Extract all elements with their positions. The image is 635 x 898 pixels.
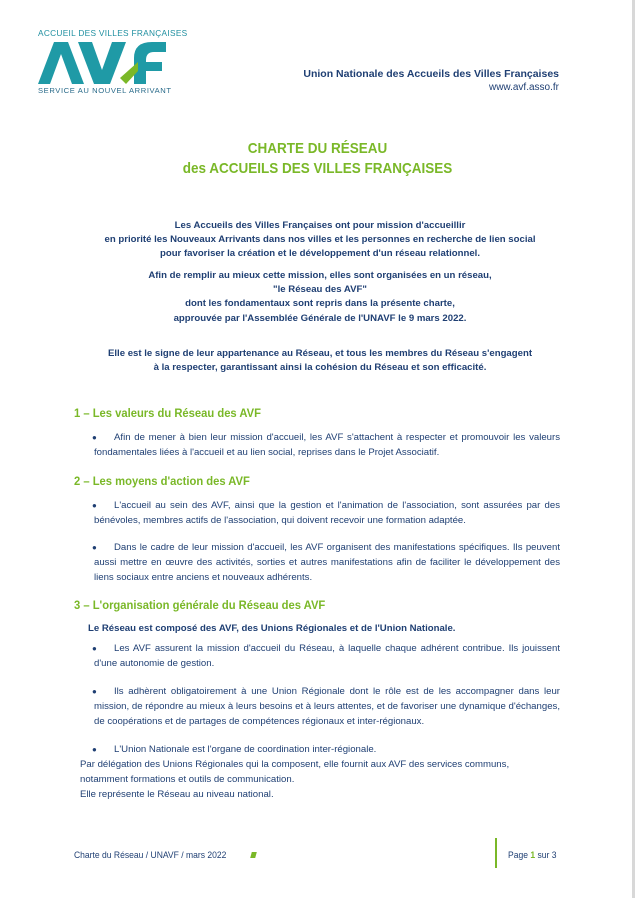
intro-paragraph-2 (40, 269, 600, 326)
logo-top-text: ACCUEIL DES VILLES FRANÇAISES (38, 28, 188, 38)
bullet-item (94, 540, 560, 585)
trailing-line: Elle représente le Réseau au niveau national. (80, 789, 274, 800)
bullet-item (94, 498, 560, 528)
bullet-dot-icon: ● (92, 745, 97, 754)
avf-logo-mark (34, 38, 174, 86)
bullet-text: Les AVF assurent la mission d'accueil du Réseau, à laquelle chaque adhérent contribue. Ils jouissent d'une autonomie de gestion. (94, 643, 560, 669)
trailing-line: Par délégation des Unions Régionales qui la composent, elle fournit aux AVF des services communs, notamment formations et outils de communication. (80, 759, 510, 785)
bullet-dot-icon: ● (92, 543, 97, 552)
bullet-item (94, 684, 560, 729)
intro-line: pour favoriser la création et le développement d'un réseau relationnel. (159, 248, 481, 260)
intro-line: "le Réseau des AVF" (273, 284, 367, 296)
footer-document-info: Charte du Réseau / UNAVF / mars 2022 (74, 850, 227, 861)
section-lead: Le Réseau est composé des AVF, des Unions Régionales et de l'Union Nationale. (88, 623, 456, 634)
header-organization: Union Nationale des Accueils des Villes Françaises (303, 68, 559, 80)
document-title-line1: CHARTE DU RÉSEAU (247, 140, 388, 157)
bullet-dot-icon: ● (92, 687, 97, 696)
intro-line: dont les fondamentaux sont repris dans la présente charte, (185, 298, 455, 310)
footer-separator (495, 838, 497, 868)
bullet-dot-icon: ● (92, 501, 97, 510)
document-title-line2: des ACCUEILS DES VILLES FRANÇAISES (182, 160, 453, 177)
bullet-item (94, 641, 560, 671)
intro-line: Les Accueils des Villes Françaises ont pour mission d'accueillir (174, 220, 466, 231)
intro-paragraph-1 (40, 219, 600, 262)
bullet-text: Ils adhèrent obligatoirement à une Union Régionale dont le rôle est de les accompagner dans leur mission, de répondre au mieux à leurs besoins et à leurs attentes, et de favoriser une dynamique d'échanges, de coopérations et de partages de compétences régionaux et inter-régionaux. (94, 686, 560, 727)
logo-bottom-text: SERVICE AU NOUVEL ARRIVANT (38, 86, 172, 95)
bullet-item (94, 430, 560, 460)
bullet-text: Afin de mener à bien leur mission d'accueil, les AVF s'attachent à respecter et promouvoir les valeurs fondamentales liées à l'accueil et au lien social, reprises dans le Projet Associatif. (94, 432, 560, 458)
bullet-item (94, 742, 560, 757)
section-heading-3: 3 – L'organisation générale du Réseau des AVF (74, 598, 326, 612)
bullet-text: Dans le cadre de leur mission d'accueil, les AVF organisent des manifestations spécifiques. Ils peuvent aussi mettre en œuvre des activités, sorties et autres manifestations afin de faciliter le développement des liens sociaux entre anciens et nouveaux adhérents. (94, 542, 560, 583)
page-label: Page (508, 850, 528, 861)
intro-line: approuvée par l'Assemblée Générale de l'UNAVF le 9 mars 2022. (173, 312, 467, 324)
section-heading-2: 2 – Les moyens d'action des AVF (74, 474, 250, 488)
bullet-dot-icon: ● (92, 433, 97, 442)
intro-line: à la respecter, garantissant ainsi la cohésion du Réseau et son efficacité. (153, 362, 487, 374)
section-heading-1: 1 – Les valeurs du Réseau des AVF (74, 406, 261, 420)
intro-line: en priorité les Nouveaux Arrivants dans nos villes et les personnes en recherche de lien social (104, 234, 536, 246)
bullet-dot-icon: ● (92, 644, 97, 653)
section-trailing-text (80, 757, 550, 802)
header-website[interactable]: www.avf.asso.fr (488, 82, 559, 93)
bullet-text: L'accueil au sein des AVF, ainsi que la gestion et l'animation de l'association, sont assurées par des bénévoles, membres actifs de l'association, qui doivent recevoir une formation adaptée. (94, 500, 560, 526)
page-current: 1 (530, 850, 536, 861)
intro-paragraph-3 (40, 347, 600, 375)
intro-line: Elle est le signe de leur appartenance au Réseau, et tous les membres du Réseau s'engagent (107, 348, 533, 359)
page-total: sur 3 (537, 850, 557, 861)
footer-page-number (508, 850, 557, 861)
bullet-text: L'Union Nationale est l'organe de coordination inter-régionale. (114, 744, 377, 755)
intro-line: Afin de remplir au mieux cette mission, elles sont organisées en un réseau, (148, 270, 492, 281)
footer-green-mark (250, 852, 257, 858)
